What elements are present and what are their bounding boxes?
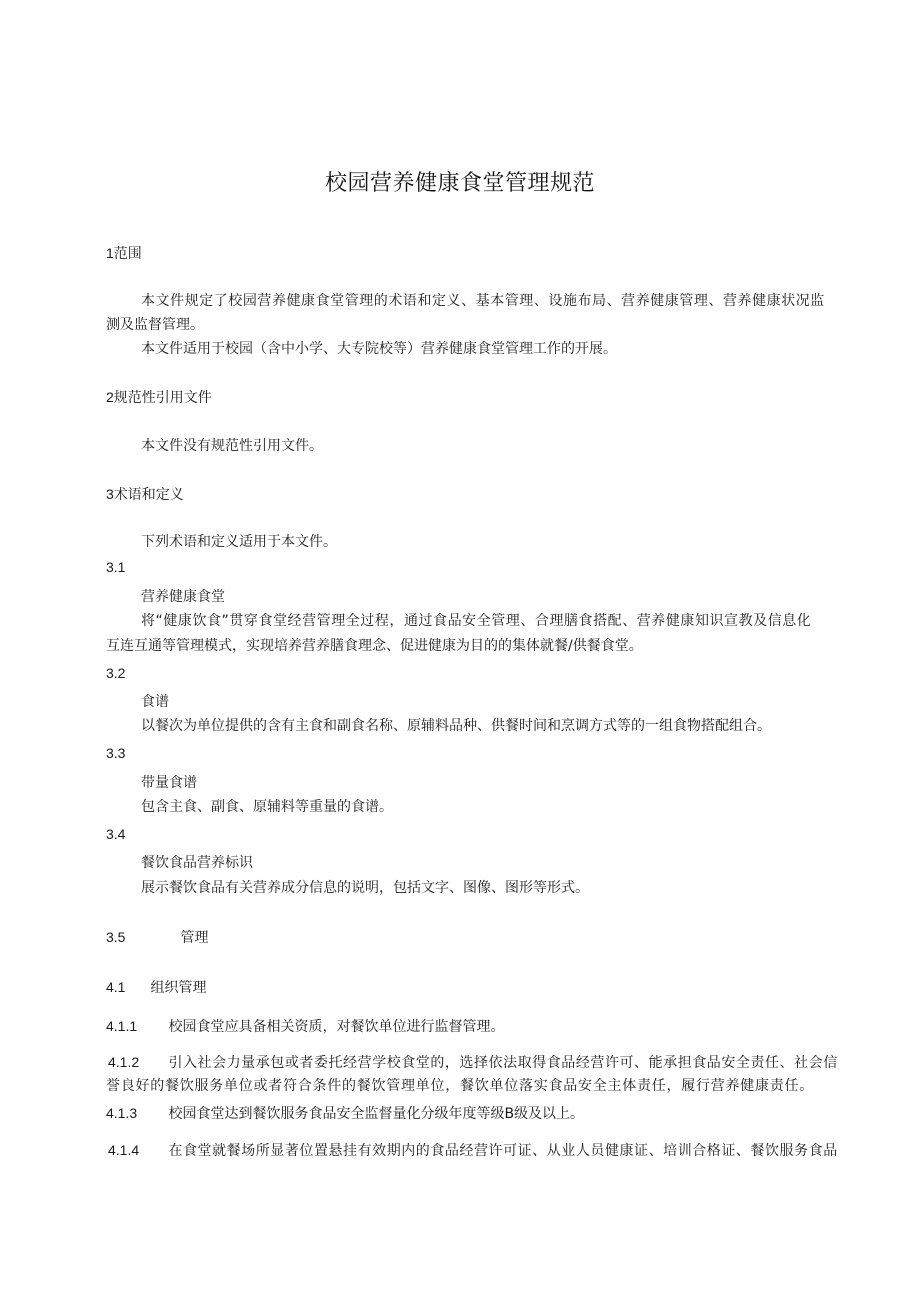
clause-4-1-1-text: 校园食堂应具备相关资质，对餐饮单位进行监督管理。 bbox=[168, 1019, 505, 1035]
term-3-3-definition: 包含主食、副食、原辅料等重量的食谱。 bbox=[141, 799, 393, 815]
clause-4-1-2-number: 4.1.2 bbox=[108, 1054, 140, 1070]
term-3-2-definition: 以餐次为单位提供的含有主食和副食名称、原辅料品种、供餐时间和烹调方式等的一组食物搭配组合。 bbox=[141, 718, 771, 734]
clause-4-1-4 bbox=[108, 1141, 838, 1160]
term-3-4-definition: 展示餐饮食品有关营养成分信息的说明，包括文字、图像、图形等形式。 bbox=[141, 880, 589, 896]
clause-4-1-4-number: 4.1.4 bbox=[108, 1142, 140, 1158]
term-3-2-name: 食谱 bbox=[141, 694, 169, 710]
term-3-1-name: 营养健康食堂 bbox=[141, 589, 225, 605]
clause-4-1-3 bbox=[106, 1104, 584, 1123]
term-3-1-definition-line-1: 将“健康饮食”贯穿食堂经营管理全过程，通过食品安全管理、合理膳食搭配、营养健康知识宣教及信息化 bbox=[141, 613, 812, 629]
section-3-intro: 下列术语和定义适用于本文件。 bbox=[141, 534, 337, 550]
term-3-3-number: 3.3 bbox=[106, 745, 126, 761]
section-2-heading: 2规范性引用文件 bbox=[106, 389, 212, 405]
term-3-1-definition-line-2: 互连互通等管理模式，实现培养营养膳食理念、促进健康为目的的集体就餐/供餐食堂。 bbox=[106, 638, 643, 654]
term-3-3-name: 带量食谱 bbox=[141, 775, 197, 791]
clause-4-1-4-text: 在食堂就餐场所显著位置悬挂有效期内的食品经营许可证、从业人员健康证、培训合格证、餐饮服务食品 bbox=[168, 1143, 838, 1159]
term-3-4-number: 3.4 bbox=[106, 826, 126, 842]
section-1-paragraph-1-line-1: 本文件规定了校园营养健康食堂管理的术语和定义、基本管理、设施布局、营养健康管理、营养健康状况监 bbox=[141, 293, 825, 309]
term-3-4-name: 餐饮食品营养标识 bbox=[141, 855, 253, 871]
document-title: 校园营养健康食堂管理规范 bbox=[324, 171, 595, 196]
section-4-1-number: 4.1 bbox=[106, 979, 126, 995]
section-1-paragraph-1-line-2: 测及监督管理。 bbox=[106, 317, 204, 333]
clause-4-1-1-number: 4.1.1 bbox=[106, 1018, 138, 1034]
clause-4-1-2-text-line-1: 引入社会力量承包或者委托经营学校食堂的，选择依法取得食品经营许可、能承担食品安全责任、社会信 bbox=[168, 1055, 838, 1071]
clause-4-1-3-text: 校园食堂达到餐饮服务食品安全监督量化分级年度等级B级及以上。 bbox=[168, 1106, 585, 1122]
section-1-heading: 1范围 bbox=[106, 245, 142, 261]
section-2-paragraph: 本文件没有规范性引用文件。 bbox=[141, 438, 323, 454]
clause-4-1-1 bbox=[106, 1017, 504, 1036]
term-3-2-number: 3.2 bbox=[106, 665, 126, 681]
section-3-5-number: 3.5 bbox=[106, 929, 126, 945]
section-1-paragraph-2: 本文件适用于校园（含中小学、大专院校等）营养健康食堂管理工作的开展。 bbox=[141, 341, 617, 357]
section-3-5-row bbox=[106, 928, 208, 947]
clause-4-1-2-text-line-2: 誉良好的餐饮服务单位或者符合条件的餐饮管理单位，餐饮单位落实食品安全主体责任，履行营养健康责任。 bbox=[106, 1078, 814, 1094]
section-4-1-label: 组织管理 bbox=[150, 980, 207, 996]
clause-4-1-3-number: 4.1.3 bbox=[106, 1105, 138, 1121]
clause-4-1-2 bbox=[108, 1053, 838, 1072]
section-4-1-row bbox=[106, 978, 206, 997]
term-3-1-number: 3.1 bbox=[106, 559, 126, 575]
section-3-heading: 3术语和定义 bbox=[106, 486, 184, 502]
section-3-5-label: 管理 bbox=[180, 930, 209, 946]
